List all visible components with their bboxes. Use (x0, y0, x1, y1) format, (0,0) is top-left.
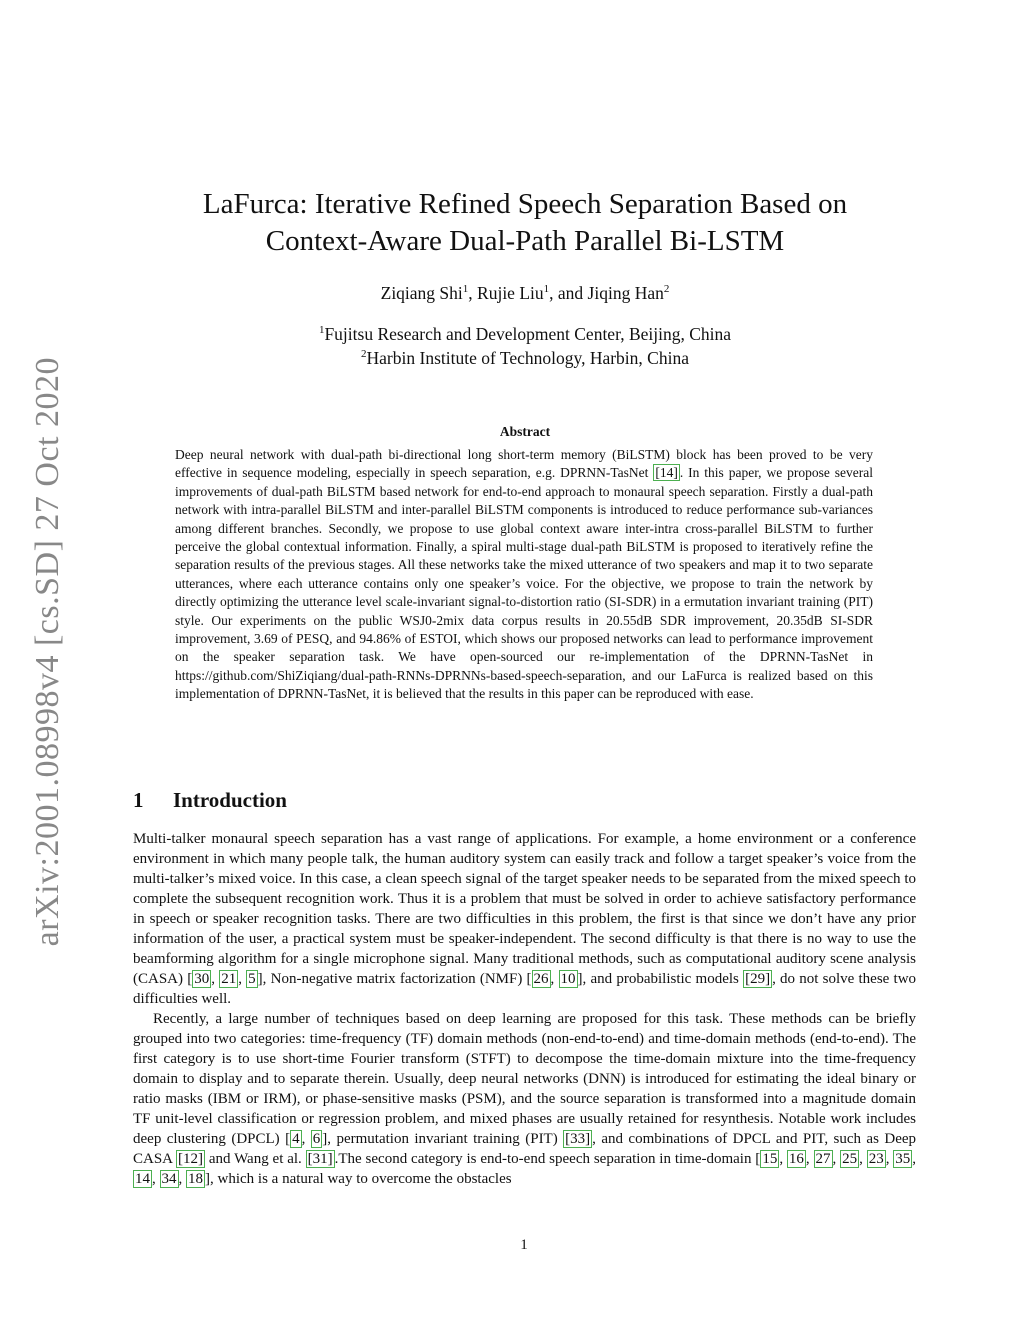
affiliation-1 (150, 322, 900, 346)
citation-link[interactable]: 18 (188, 1171, 203, 1187)
section-number: 1 (133, 788, 144, 812)
citation-link[interactable]: 35 (895, 1151, 911, 1167)
citation-link[interactable]: [31] (307, 1151, 333, 1167)
citation-link[interactable]: 34 (161, 1171, 177, 1187)
author-affil-mark: 1 (543, 283, 550, 295)
paragraph-text: ], permutation invariant training (PIT) (322, 1131, 564, 1147)
author-affil-mark: 2 (663, 283, 670, 295)
paper-title (150, 186, 900, 260)
citation-separator: , (859, 1151, 867, 1167)
author-separator: , and (549, 283, 588, 303)
citation-link[interactable]: 23 (868, 1151, 884, 1167)
paragraph (133, 1009, 916, 1189)
citation-link[interactable]: [33] (565, 1131, 591, 1147)
citation-separator: , (805, 1151, 814, 1167)
arxiv-id-text: arXiv:2001.08998v4 [cs.SD] 27 Oct 2020 (29, 357, 66, 947)
citation-separator: , (912, 1151, 917, 1167)
citation-link[interactable]: 26 (533, 971, 549, 987)
introduction-body (133, 829, 916, 1189)
paragraph-text: , and combinations of DPCL and PIT, such as Deep CASA (133, 1131, 917, 1167)
abstract-text: . In this paper, we propose several improvements of dual-path BiLSTM based network for end-to-end approach to monaural speech separation. Firstly a dual-path network with intra-parallel BiLSTM and inter-parallel BiLSTM components is introduced to reduce performance sub-variances among different branches. Secondly, we propose to use global context aware inter-intra cross-parallel BiLSTM to further perceive the global contextual information. Finally, a spiral multi-stage dual-path BiLSTM is proposed to iteratively refine the separation results of the previous stages. All these networks take the mixed utterance of two speakers and map it to two separate utterances, where each utterance contains only one speaker’s voice. For the objective, we propose to train the network by directly optimizing the utterance level scale-invariant signal-to-distortion ratio (SI-SDR) in a ermutation invariant training (PIT) style. Our experiments on the public WSJ0-2mix data corpus results in 20.55dB SDR improvement, 20.35dB SI-SDR improvement, 3.69 of PESQ, and 94.86% of ESTOI, which shows our proposed networks can lead to performance improvement on the speaker separation task. We have open-sourced our re-implementation of the DPRNN-TasNet in https://github.com/ShiZiqiang/dual-path-RNNs-DPRNNs-based-speech-separation, and our LaFurca is realized based on this implementation of DPRNN-TasNet, it is believed that the results in this paper can be reproduced with ease. (175, 465, 873, 702)
paragraph-text: and Wang et al. (205, 1151, 306, 1167)
author-name: Jiqing Han (587, 283, 664, 303)
citation-link[interactable]: 14 (135, 1171, 150, 1187)
author-separator: , (468, 283, 478, 303)
author-affil-mark: 1 (462, 283, 469, 295)
affil-text: Harbin Institute of Technology, Harbin, China (366, 348, 689, 368)
paragraph-text: , do not solve these two difficulties well. (133, 971, 917, 1007)
citation-link[interactable]: 15 (762, 1151, 778, 1167)
citation-separator: , (832, 1151, 841, 1167)
affiliations (150, 322, 900, 370)
citation-link[interactable]: 4 (292, 1131, 300, 1147)
citation-separator: , (885, 1151, 894, 1167)
citation-link[interactable]: [12] (178, 1151, 204, 1167)
section-title: Introduction (173, 788, 287, 812)
citation-link[interactable]: [14] (655, 465, 678, 481)
citation-link[interactable]: 5 (248, 971, 256, 987)
paragraph-text: ], and probabilistic models (577, 971, 744, 987)
abstract-body (175, 446, 873, 704)
citation-link[interactable]: 21 (221, 971, 237, 987)
citation-separator: , (178, 1171, 186, 1187)
title-line-2: Context-Aware Dual-Path Parallel Bi-LSTM (265, 225, 785, 257)
title-line-1: LaFurca: Iterative Refined Speech Separation Based on (202, 188, 848, 220)
section-heading (133, 788, 287, 813)
citation-link[interactable]: 30 (194, 971, 210, 987)
citation-separator: , (238, 971, 247, 987)
author-name: Ziqiang Shi (380, 283, 463, 303)
arxiv-side-identifier (28, 357, 68, 947)
citation-link[interactable]: 16 (788, 1151, 804, 1167)
paragraph-text: Recently, a large number of techniques based on deep learning are proposed for this task. These methods can be briefly grouped into two categories: time-frequency (TF) domain methods (non-end-to-end) and time-domain methods (end-to-end). The first category is to use short-time Fourier transform (STFT) to decompose the time-domain mixture into the time-frequency domain to display and to separate therein. Usually, deep neural networks (DNN) is introduced for estimating the ideal binary or ratio masks (IBM or IRM), or phase-sensitive masks (PSM), and the source separation is transformed into a magnitude domain TF unit-level classification or regression problem, and mixed phases are usually retained for resynthesis. Notable work includes deep clustering (DPCL) [ (133, 1011, 916, 1147)
paragraph-text: ], which is a natural way to overcome the obstacles (205, 1171, 512, 1187)
paragraph-text: .The second category is end-to-end speech separation in time-domain [ (334, 1151, 761, 1167)
affiliation-2 (150, 346, 900, 370)
abstract-text: Deep neural network with dual-path bi-directional long short-term memory (BiLSTM) block has been proved to be very effective in sequence modeling, especially in speech separation, e.g. DPRNN-TasNet (175, 447, 873, 481)
author-list (150, 283, 900, 304)
citation-link[interactable]: 27 (815, 1151, 831, 1167)
page-number: 1 (520, 1237, 528, 1253)
author-name: Rujie Liu (477, 283, 544, 303)
citation-separator: , (779, 1151, 787, 1167)
affil-text: Fujitsu Research and Development Center, Beijing, China (324, 324, 732, 344)
citation-separator: , (550, 971, 559, 987)
citation-link[interactable]: 10 (560, 971, 576, 987)
abstract-heading: Abstract (499, 424, 551, 439)
citation-separator: , (211, 971, 220, 987)
citation-separator: , (301, 1131, 311, 1147)
affil-mark: 2 (361, 348, 367, 360)
citation-separator: , (152, 1171, 160, 1187)
citation-link[interactable]: 6 (312, 1131, 321, 1147)
citation-link[interactable]: [29] (745, 971, 771, 987)
paragraph-text: ], Non-negative matrix factorization (NMF) [ (257, 971, 532, 987)
paragraph (133, 829, 916, 1009)
citation-link[interactable]: 25 (842, 1151, 858, 1167)
affil-mark: 1 (318, 324, 325, 336)
paragraph-text: Multi-talker monaural speech separation has a vast range of applications. For example, a home environment or a conference environment in which many people talk, the human auditory system can easily track and follow a target speaker’s voice from the multi-talker’s mixed voice. In this case, a clean speech signal of the target speaker needs to be separated from the mixed speech to complete the subsequent recognition work. Thus it is a problem that must be solved in order to achieve satisfactory performance in speech or speaker recognition tasks. There are two difficulties in this problem, the first is that since we don’t have any prior information of the user, a practical system must be speaker-independent. The second difficulty is that there is no way to use the beamforming algorithm for a single microphone signal. Many traditional methods, such as computational auditory scene analysis (CASA) [ (133, 831, 916, 987)
